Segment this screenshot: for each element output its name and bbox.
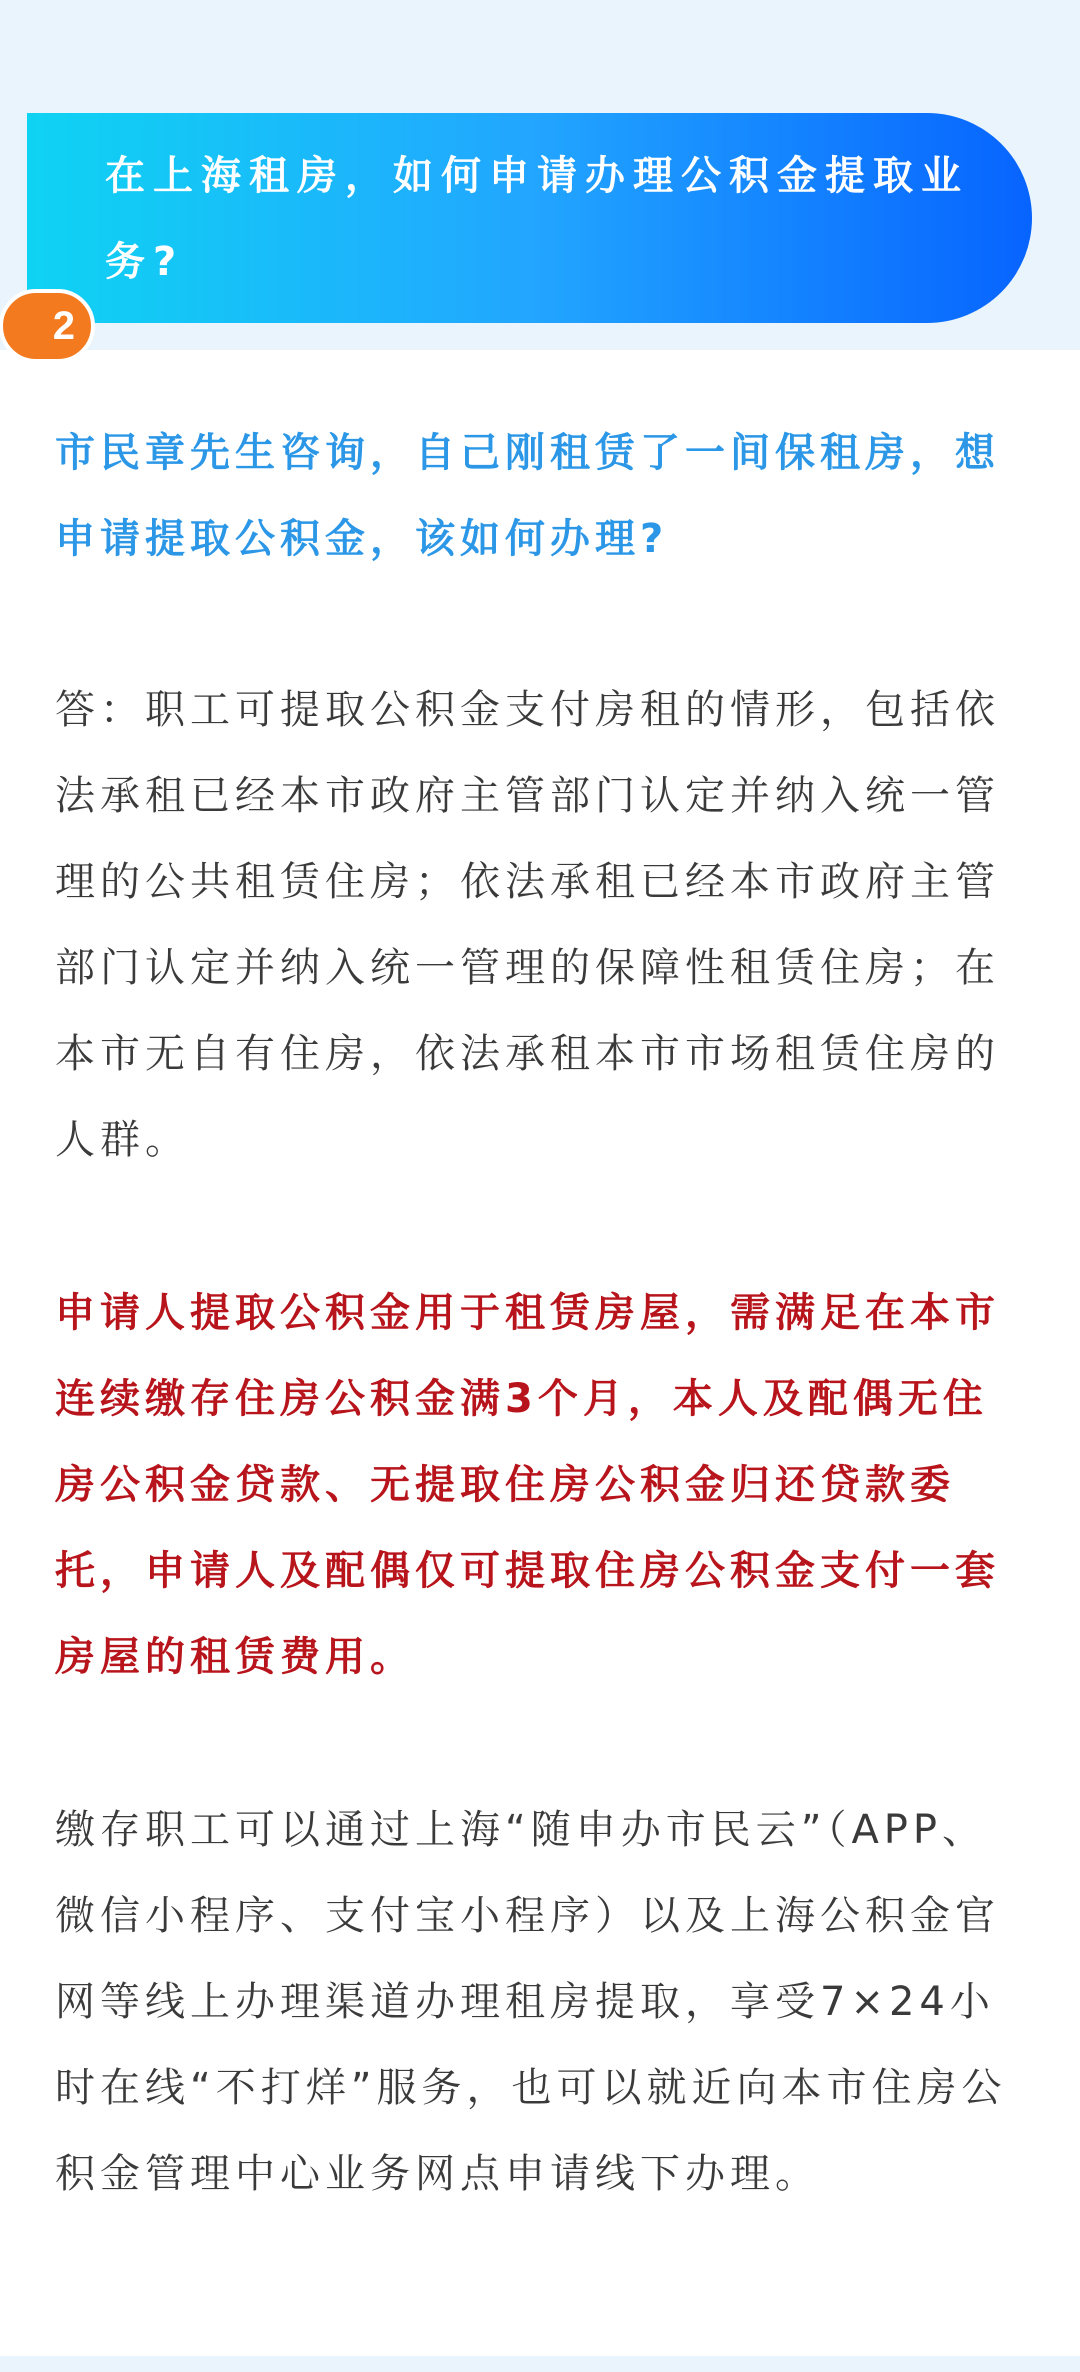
section-number: 2	[52, 304, 75, 348]
answer-paragraph: 答：职工可提取公积金支付房租的情形，包括依法承租已经本市政府主管部门认定并纳入统一管理的公共租赁住房；依法承租已经本市政府主管部门认定并纳入统一管理的保障性租赁住房；在本市无自有住房，依法承租本市市场租赁住房的人群。	[55, 687, 1000, 1163]
requirements-highlight: 申请人提取公积金用于租赁房屋，需满足在本市连续缴存住房公积金满3个月，本人及配偶无住房公积金贷款、无提取住房公积金归还贷款委托，申请人及配偶仅可提取住房公积金支付一套房屋的租赁费用。	[55, 1290, 1000, 1680]
service-channels-paragraph: 缴存职工可以通过上海“随申办市民云”（APP、微信小程序、支付宝小程序）以及上海公积金官网等线上办理渠道办理租房提取，享受7×24小时在线“不打烊”服务，也可以就近向本市住房公积金管理中心业务网点申请线下办理。	[55, 1807, 1007, 2197]
section-number-badge	[0, 289, 95, 363]
footer-background	[0, 2356, 1080, 2372]
citizen-question: 市民章先生咨询，自己刚租赁了一间保租房，想申请提取公积金，该如何办理?	[55, 430, 1000, 562]
section-title: 在上海租房，如何申请办理公积金提取业务?	[105, 153, 969, 285]
